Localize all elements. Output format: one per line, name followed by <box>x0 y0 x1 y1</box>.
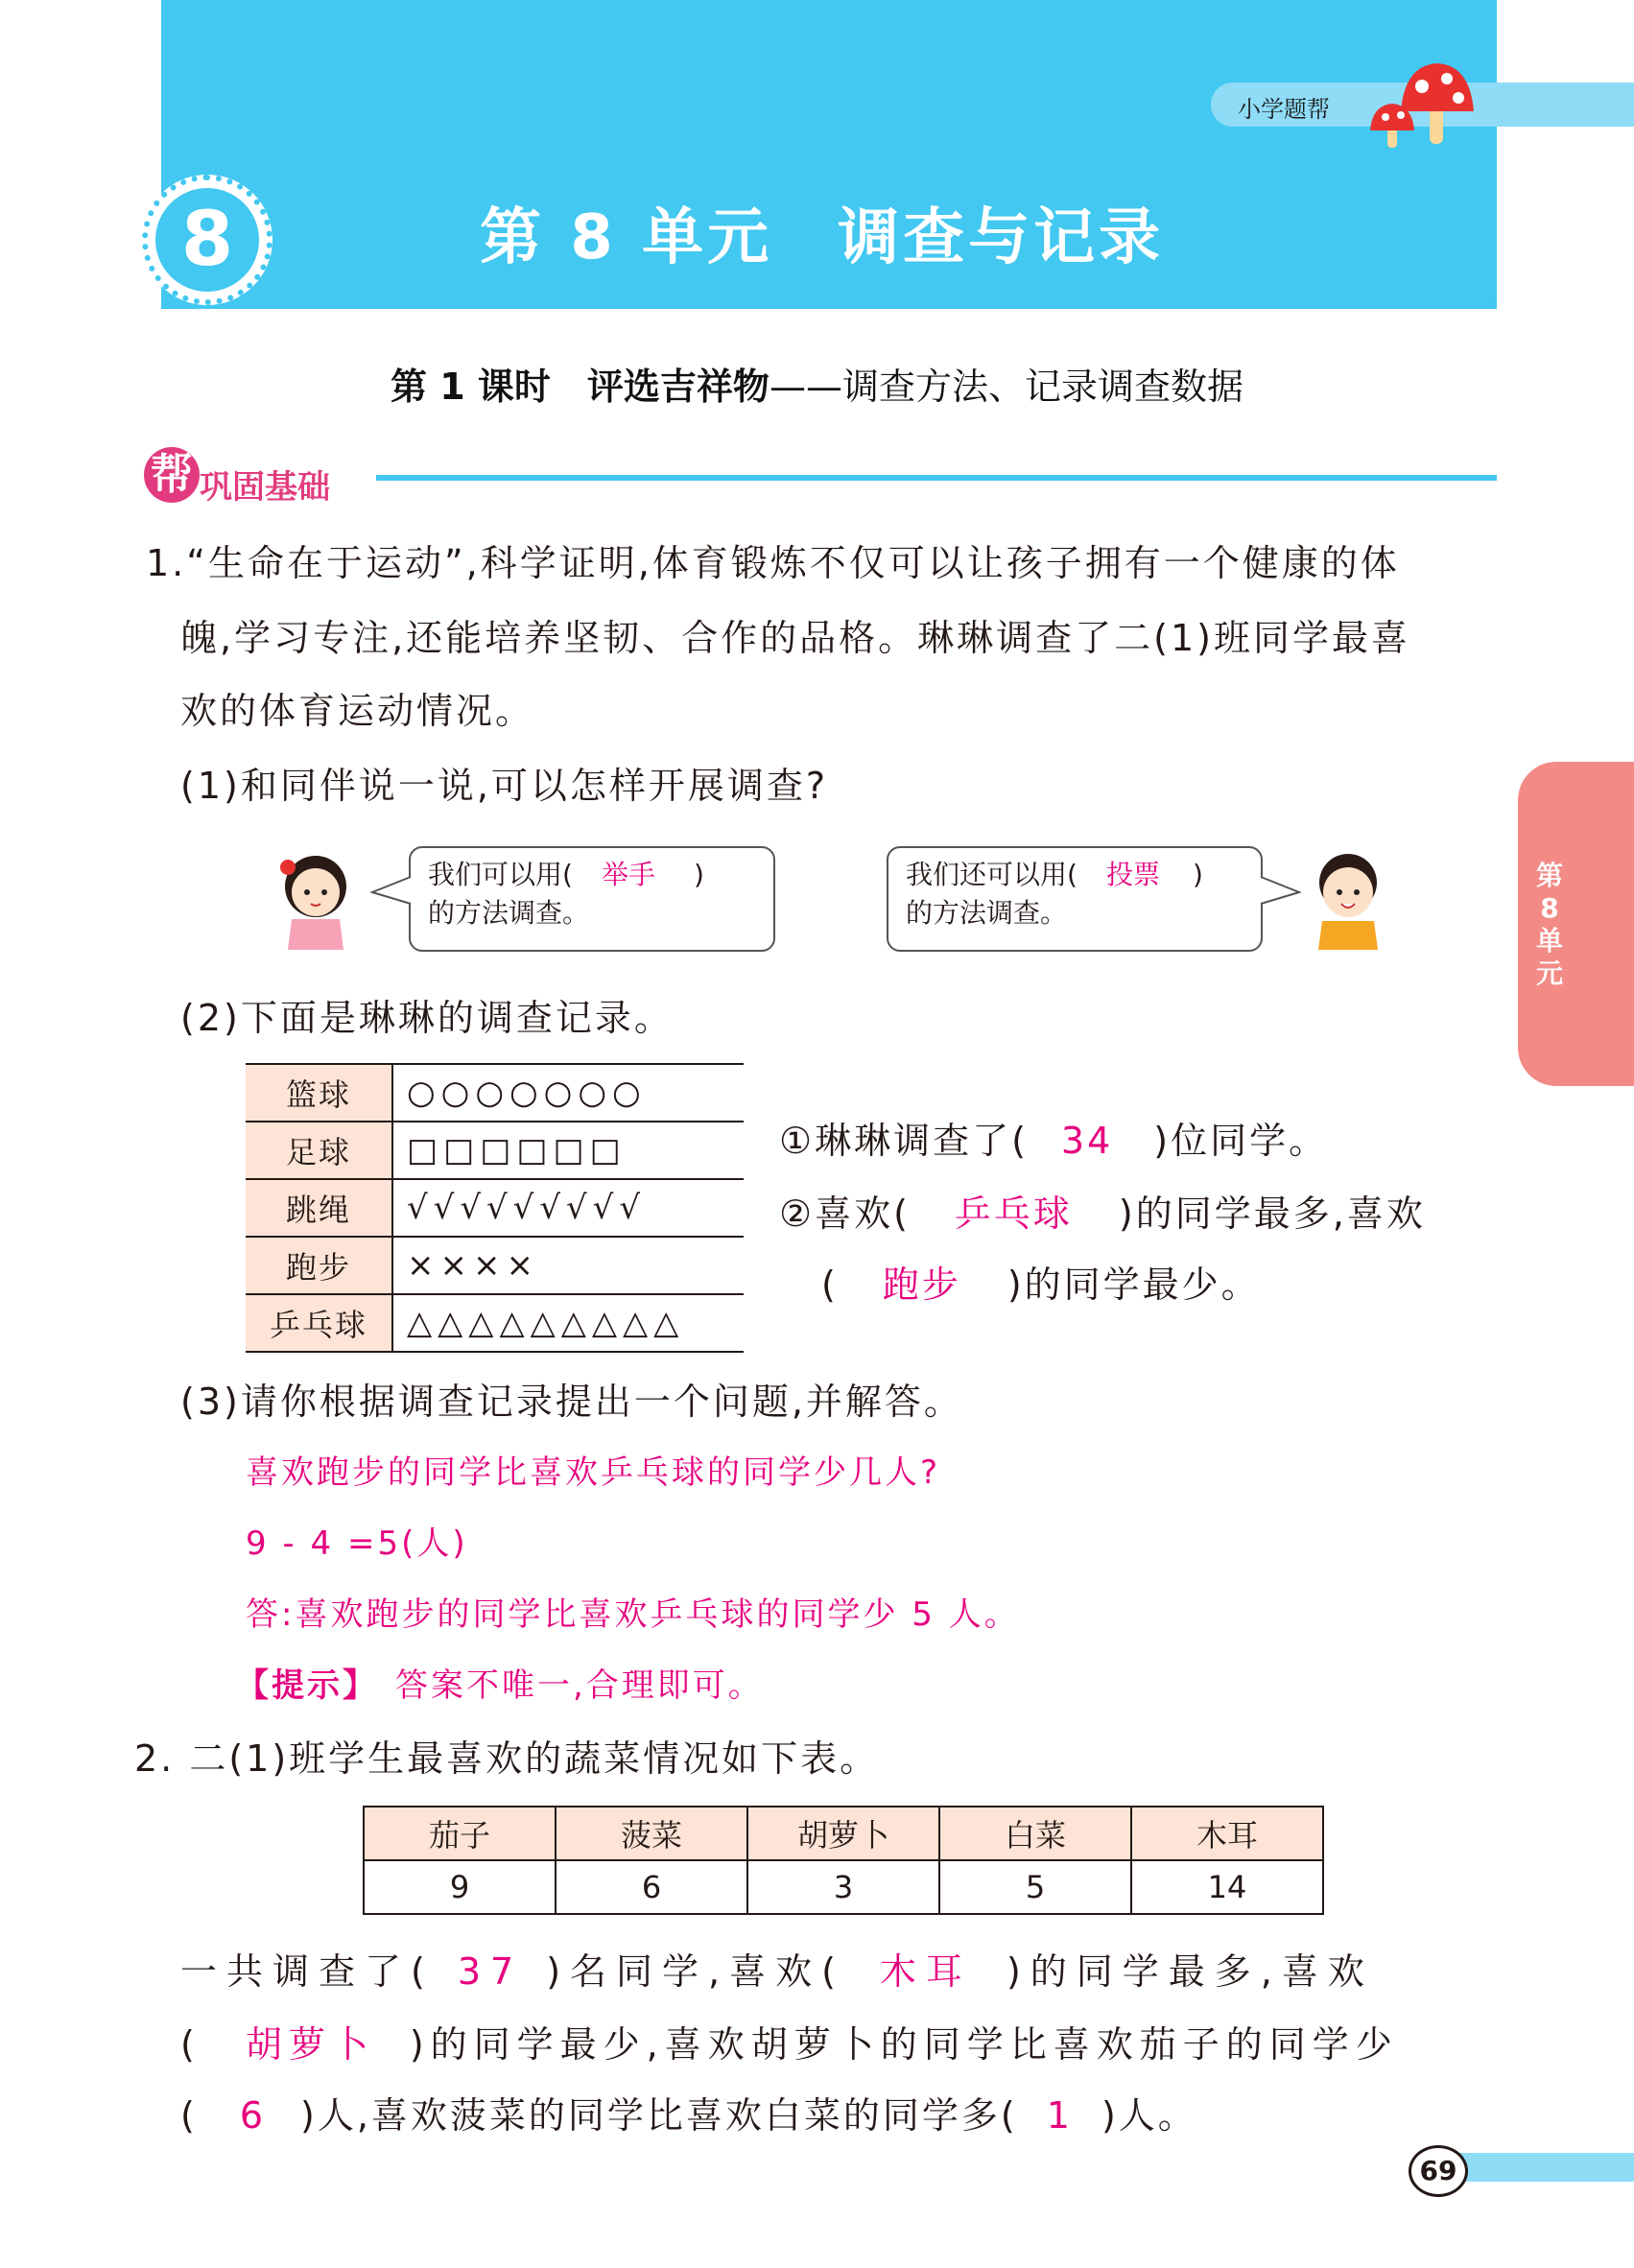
tally-row <box>246 1064 744 1122</box>
bubble-right-tail <box>1259 873 1301 908</box>
q1-sub3: ( 跑步 )的同学最少。 <box>821 1264 1261 1306</box>
tally-marks: ×××× <box>392 1237 744 1294</box>
side-tab-label: 第8单元 <box>1535 860 1563 989</box>
tally-sport: 篮球 <box>246 1064 392 1122</box>
page-number: 69 <box>1409 2145 1468 2197</box>
answer-least: 跑步 <box>882 1264 961 1306</box>
bubble-right-answer: 投票 <box>1105 859 1160 890</box>
answer-most: 乒乓球 <box>954 1193 1073 1235</box>
bubble-left-answer: 举手 <box>601 859 655 890</box>
lesson-subtitle: ——调查方法、记录调查数据 <box>769 366 1243 408</box>
bubble-left-tail <box>370 873 413 908</box>
veg-header: 菠菜 <box>556 1807 747 1860</box>
tally-sport: 乒乓球 <box>246 1294 392 1352</box>
speech-bubble-right <box>887 846 1263 952</box>
tally-marks: △△△△△△△△△ <box>392 1294 744 1352</box>
answer-question: 喜欢跑步的同学比喜欢乒乓球的同学少几人? <box>246 1453 941 1492</box>
bubble-left-text: 我们可以用( <box>428 859 573 890</box>
q1-sub1: ①琳琳调查了( 34 )位同学。 <box>779 1120 1329 1162</box>
answer-total-students: 34 <box>1060 1120 1114 1162</box>
boy-avatar-icon <box>1307 846 1389 952</box>
q2-line2: ( 胡萝卜 )的同学最少,喜欢胡萝卜的同学比喜欢茄子的同学少 <box>180 2023 1399 2066</box>
mushroom-icon <box>1362 58 1478 150</box>
vegetable-table <box>363 1806 1324 1915</box>
answer-total-q2: 37 <box>457 1950 524 1993</box>
answer-statement: 答:喜欢跑步的同学比喜欢乒乓球的同学少 5 人。 <box>246 1595 1020 1634</box>
q2-intro: 2. 二(1)班学生最喜欢的蔬菜情况如下表。 <box>134 1737 880 1780</box>
girl-avatar-icon <box>274 846 357 952</box>
q1-part1: (1)和同伴说一说,可以怎样开展调查? <box>180 765 829 807</box>
section-label: 巩固基础 <box>200 468 330 507</box>
answer-diff-carrot-eggplant: 6 <box>239 2094 267 2137</box>
q1-part2: (2)下面是琳琳的调查记录。 <box>180 997 674 1039</box>
tally-row <box>246 1179 744 1237</box>
wave-edge <box>161 274 1497 322</box>
q1-part3: (3)请你根据调查记录提出一个问题,并解答。 <box>180 1381 963 1423</box>
tally-sport: 足球 <box>246 1122 392 1179</box>
lesson-title <box>0 357 1634 410</box>
q1-sub2: ②喜欢( 乒乓球 )的同学最多,喜欢 <box>779 1193 1426 1235</box>
section-divider <box>376 475 1497 481</box>
q2-line3: ( 6 )人,喜欢菠菜的同学比喜欢白菜的同学多( 1 )人。 <box>180 2094 1197 2137</box>
tally-sport: 跑步 <box>246 1237 392 1294</box>
bubble-left-line2: 的方法调查。 <box>428 897 590 929</box>
veg-header: 胡萝卜 <box>747 1807 939 1860</box>
answer-most-q2: 木耳 <box>879 1950 972 1993</box>
unit-number-badge: 8 <box>155 188 259 292</box>
lesson-title-main: 第 1 课时 评选吉祥物 <box>391 366 770 408</box>
veg-value: 3 <box>747 1860 939 1914</box>
tally-marks: ○○○○○○○ <box>392 1064 744 1122</box>
speech-bubble-left <box>409 846 775 952</box>
hint <box>236 1662 764 1710</box>
tally-sport: 跳绳 <box>246 1179 392 1237</box>
hint-label: 【提示】 <box>236 1666 378 1705</box>
veg-header: 茄子 <box>364 1807 556 1860</box>
answer-least-q2: 胡萝卜 <box>245 2023 375 2066</box>
unit-title: 第 8 单元 调查与记录 <box>480 202 1165 273</box>
veg-value: 6 <box>556 1860 747 1914</box>
veg-value: 9 <box>364 1860 556 1914</box>
answer-calculation: 9 - 4 =5(人) <box>246 1524 468 1563</box>
veg-header: 白菜 <box>939 1807 1131 1860</box>
q1-line3: 欢的体育运动情况。 <box>180 690 535 732</box>
hint-text: 答案不唯一,合理即可。 <box>395 1666 764 1705</box>
section-heading <box>144 447 330 508</box>
brand-label: 小学题帮 <box>1238 96 1330 123</box>
section-badge: 帮 <box>144 447 200 503</box>
q2-line1: 一共调查了( 37 )名同学,喜欢( 木耳 )的同学最多,喜欢 <box>180 1950 1374 1993</box>
bubble-right-text: 我们还可以用( <box>906 859 1077 890</box>
veg-header: 木耳 <box>1131 1807 1323 1860</box>
tally-row <box>246 1294 744 1352</box>
bubble-right-close: ) <box>1192 859 1203 890</box>
veg-value: 5 <box>939 1860 1131 1914</box>
bubble-right-line2: 的方法调查。 <box>906 897 1068 929</box>
tally-table <box>246 1063 744 1353</box>
tally-row <box>246 1237 744 1294</box>
tally-marks: √√√√√√√√√ <box>392 1179 744 1237</box>
q1-line2: 魄,学习专注,还能培养坚韧、合作的品格。琳琳调查了二(1)班同学最喜 <box>180 617 1410 659</box>
tally-marks: □□□□□□ <box>392 1122 744 1179</box>
bubble-left-close: ) <box>693 859 704 890</box>
veg-value: 14 <box>1131 1860 1323 1914</box>
answer-diff-spinach-cabbage: 1 <box>1046 2094 1073 2137</box>
q1-line1: 1.“生命在于运动”,科学证明,体育锻炼不仅可以让孩子拥有一个健康的体 <box>146 542 1400 584</box>
tally-row <box>246 1122 744 1179</box>
